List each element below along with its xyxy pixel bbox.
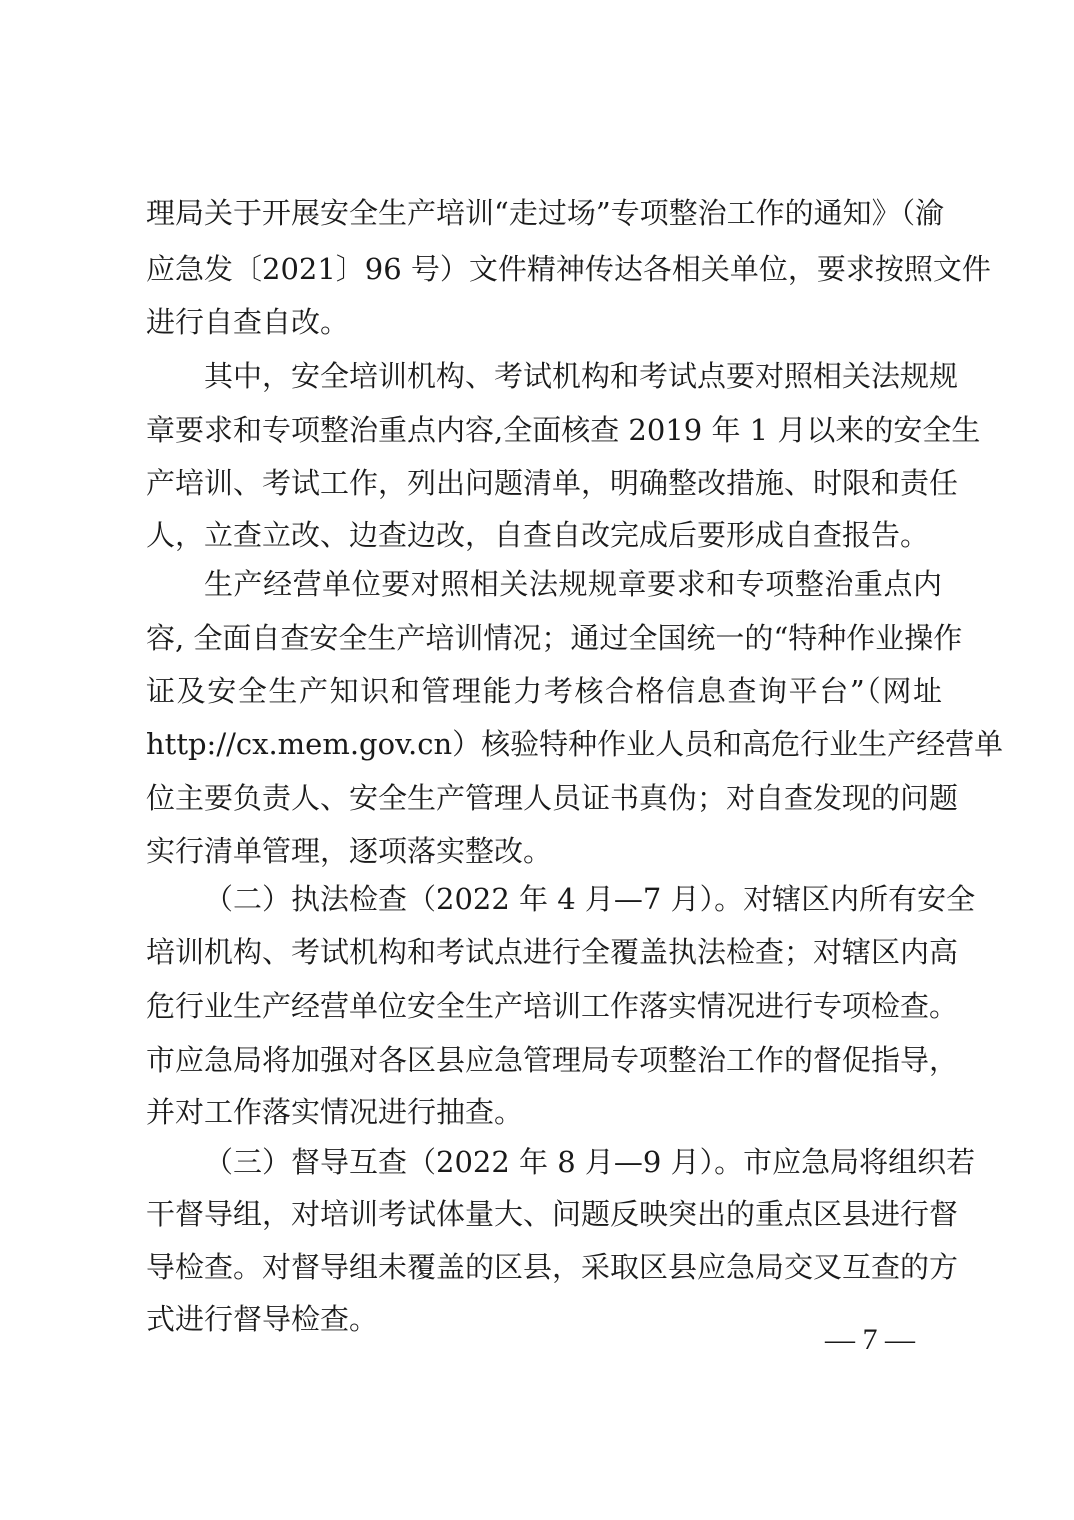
- text-line: 并对工作落实情况进行抽查。: [146, 1095, 524, 1129]
- paragraph-first-line: 其中，安全培训机构、考试机构和考试点要对照相关法规规: [204, 359, 959, 393]
- text-line: http://cx.mem.gov.cn）核验特种作业人员和高危行业生产经营单: [146, 727, 1004, 761]
- text-line: 位主要负责人、安全生产管理人员证书真伪；对自查发现的问题: [146, 781, 959, 815]
- text-line: 证及安全生产知识和管理能力考核合格信息查询平台”（网址: [146, 674, 942, 708]
- page-number: — 7 —: [825, 1323, 915, 1356]
- text-line: 理局关于开展安全生产培训“走过场”专项整治工作的通知》（渝: [146, 196, 945, 230]
- text-line: 章要求和专项整治重点内容,全面核查 2019 年 1 月以来的安全生: [146, 413, 981, 447]
- text-line: 导检查。对督导组未覆盖的区县，采取区县应急局交叉互查的方: [146, 1250, 959, 1284]
- text-line: 人，立查立改、边查边改，自查自改完成后要形成自查报告。: [146, 518, 930, 552]
- text-line: 培训机构、考试机构和考试点进行全覆盖执法检查；对辖区内高: [146, 935, 959, 969]
- text-line: 市应急局将加强对各区县应急管理局专项整治工作的督促指导，: [146, 1043, 959, 1077]
- text-line: 危行业生产经营单位安全生产培训工作落实情况进行专项检查。: [146, 989, 959, 1023]
- text-line: 式进行督导检查。: [146, 1302, 379, 1336]
- section-heading-line: （二）执法检查（2022 年 4 月—7 月）。对辖区内所有安全: [204, 882, 976, 916]
- text-line: 产培训、考试工作，列出问题清单，明确整改措施、时限和责任: [146, 466, 959, 500]
- text-line: 实行清单管理，逐项落实整改。: [146, 834, 553, 868]
- text-line: 应急发〔2021〕96 号）文件精神传达各相关单位，要求按照文件: [146, 252, 991, 286]
- paragraph-first-line: 生产经营单位要对照相关法规规章要求和专项整治重点内: [204, 567, 942, 601]
- text-line: 容, 全面自查安全生产培训情况；通过全国统一的“特种作业操作: [146, 621, 963, 655]
- text-line: 干督导组，对培训考试体量大、问题反映突出的重点区县进行督: [146, 1197, 959, 1231]
- section-heading-line: （三）督导互查（2022 年 8 月—9 月）。市应急局将组织若: [204, 1145, 976, 1179]
- text-line: 进行自查自改。: [146, 305, 350, 339]
